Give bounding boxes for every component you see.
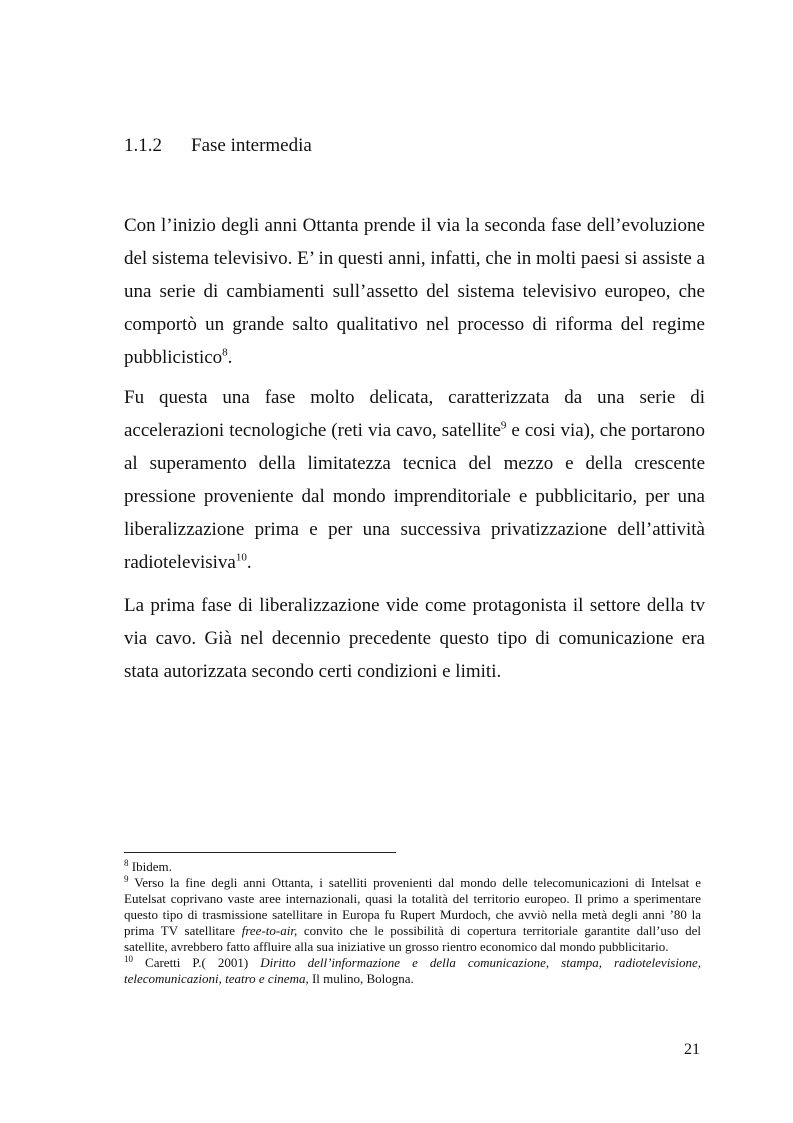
footnote-10-text-b: , Il mulino, Bologna. [305, 971, 414, 986]
footnote-9-text-a: Verso la fine degli anni Ottanta, i satelliti provenienti dal mondo delle telecomunicazioni di Intelsat e Eutelsat coprivano vaste aree internazionali, quasi la totalità del territorio europeo. Il primo a sperimentare questo tipo di trasmissione satellitare in Europa fu Rupert Murdoch, che avviò nella metà degli anni ’80 la prima TV satellitare [124, 875, 701, 938]
footnotes [124, 859, 701, 987]
footnote-mark-8: 8 [124, 858, 129, 869]
paragraph-3 [124, 589, 705, 688]
footnote-ref-10[interactable]: 10 [235, 551, 247, 564]
footnote-9-text-b: convito che le possibilità di copertura territoriale garantite dall’uso del satellite, avrebbero fatto affluire alla sua iniziative un grosso rientro economico dal mondo pubblicitario. [124, 923, 701, 954]
section-heading [124, 134, 312, 158]
section-number: 1.1.2 [124, 135, 162, 156]
paragraph-2-text-a: Fu questa una fase molto delicata, caratterizzata da una serie di accelerazioni tecnologiche (reti via cavo, satellite [124, 387, 705, 441]
footnote-9-italic: free-to-air, [241, 923, 298, 938]
paragraph-3-text: La prima fase di liberalizzazione vide come protagonista il settore della tv via cavo. Già nel decennio precedente questo tipo di comunicazione era stata autorizzata secondo certi condizioni e limiti. [124, 595, 705, 682]
paragraph-1 [124, 209, 705, 374]
footnote-separator [124, 852, 396, 853]
section-title: Fase intermedia [191, 135, 312, 156]
paragraph-1-text: Con l’inizio degli anni Ottanta prende il via la seconda fase dell’evoluzione del sistema televisivo. E’ in questi anni, infatti, che in molti paesi si assiste a una serie di cambiamenti sull’assetto del sistema televisivo europeo, che comportò un grande salto qualitativo nel processo di riforma del regime pubblicistico [124, 215, 705, 368]
footnote-ref-8[interactable]: 8 [222, 346, 228, 359]
footnote-10-text-a: Caretti P.( 2001) [133, 955, 261, 970]
footnote-8 [124, 859, 701, 875]
paragraph-2 [124, 381, 705, 579]
footnote-9 [124, 875, 701, 955]
footnote-10-italic: Diritto dell’informazione e della comunicazione, stampa, radiotelevisione, telecomunicazioni, teatro e cinema [124, 955, 701, 986]
footnote-10 [124, 955, 701, 987]
footnote-ref-9[interactable]: 9 [500, 419, 507, 432]
footnote-mark-9: 9 [124, 874, 129, 885]
paragraph-1-tail: . [227, 347, 233, 368]
footnote-8-text: Ibidem. [128, 859, 172, 874]
page-number: 21 [684, 1041, 700, 1058]
paragraph-2-tail: . [246, 552, 252, 573]
footnote-mark-10: 10 [124, 954, 133, 965]
paragraph-2-text-b: e cosi via), che portarono al superamento della limitatezza tecnica del mezzo e della crescente pressione proveniente dal mondo imprenditoriale e pubblicitario, per una liberalizzazione prima e per una successiva privatizzazione dell’attività radiotelevisiva [124, 420, 706, 573]
